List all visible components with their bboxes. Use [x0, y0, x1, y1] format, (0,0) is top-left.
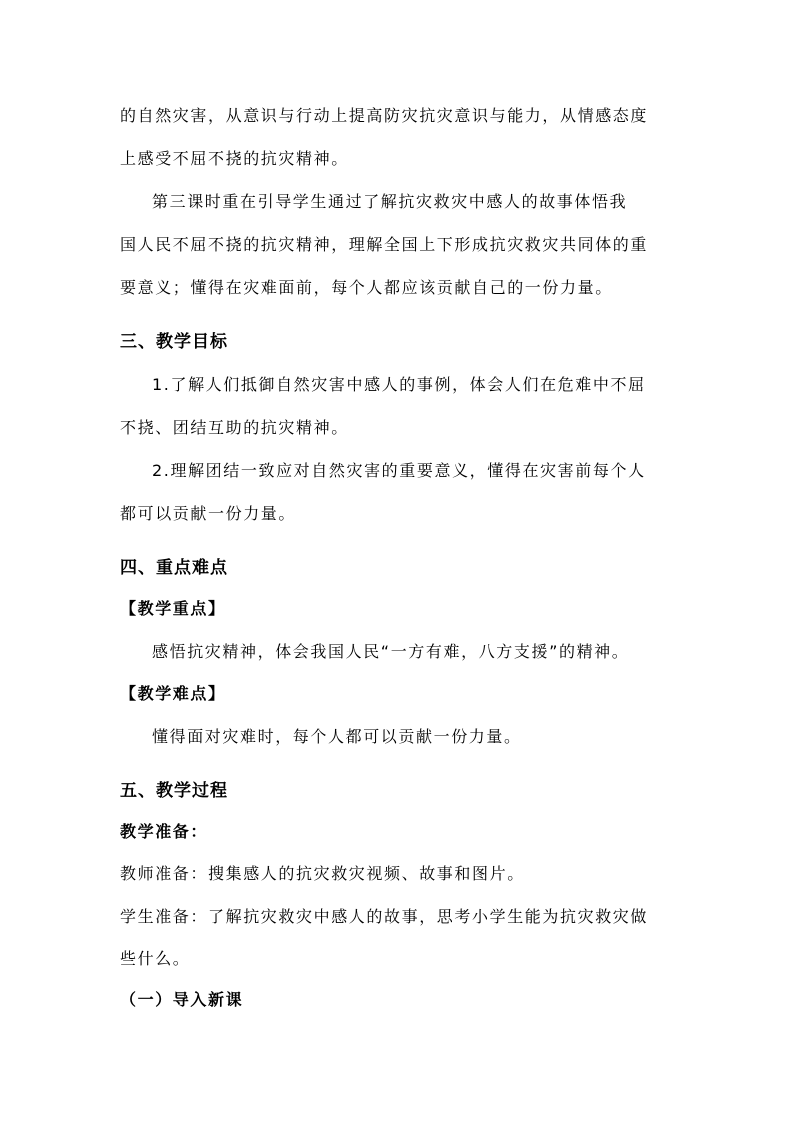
- subheading-key-point: 【教学重点】: [120, 599, 226, 618]
- paragraph-line: 第三课时重在引导学生通过了解抗灾救灾中感人的故事体悟我: [152, 192, 628, 211]
- subheading-difficult-point: 【教学难点】: [120, 684, 226, 703]
- paragraph-line: 都可以贡献一份力量。: [120, 504, 297, 523]
- paragraph-line: 感悟抗灾精神，体会我国人民“一方有难，八方支援”的精神。: [152, 642, 630, 661]
- subheading-introduction: （一）导入新课: [120, 990, 244, 1009]
- paragraph-line: 上感受不屈不挠的抗灾精神。: [120, 149, 349, 168]
- paragraph-line: 些什么。: [120, 949, 191, 968]
- paragraph-line: 不挠、团结互助的抗灾精神。: [120, 418, 349, 437]
- paragraph-line: 2.理解团结一致应对自然灾害的重要意义，懂得在灾害前每个人: [152, 461, 646, 480]
- section-heading-objectives: 三、教学目标: [120, 332, 228, 352]
- section-heading-process: 五、教学过程: [120, 781, 228, 801]
- paragraph-line: 国人民不屈不挠的抗灾精神，理解全国上下形成抗灾救灾共同体的重: [120, 235, 649, 254]
- paragraph-line: 学生准备：了解抗灾救灾中感人的故事，思考小学生能为抗灾救灾做: [120, 907, 649, 926]
- subheading-preparation: 教学准备：: [120, 822, 209, 841]
- paragraph-line: 要意义；懂得在灾难面前，每个人都应该贡献自己的一份力量。: [120, 278, 613, 297]
- paragraph-line: 1.了解人们抵御自然灾害中感人的事例，体会人们在危难中不屈: [152, 375, 646, 394]
- paragraph-line: 教师准备：搜集感人的抗灾救灾视频、故事和图片。: [120, 864, 525, 883]
- paragraph-line: 懂得面对灾难时，每个人都可以贡献一份力量。: [152, 727, 522, 746]
- paragraph-line: 的自然灾害，从意识与行动上提高防灾抗灾意识与能力，从情感态度: [120, 106, 649, 125]
- section-heading-key-points: 四、重点难点: [120, 558, 228, 578]
